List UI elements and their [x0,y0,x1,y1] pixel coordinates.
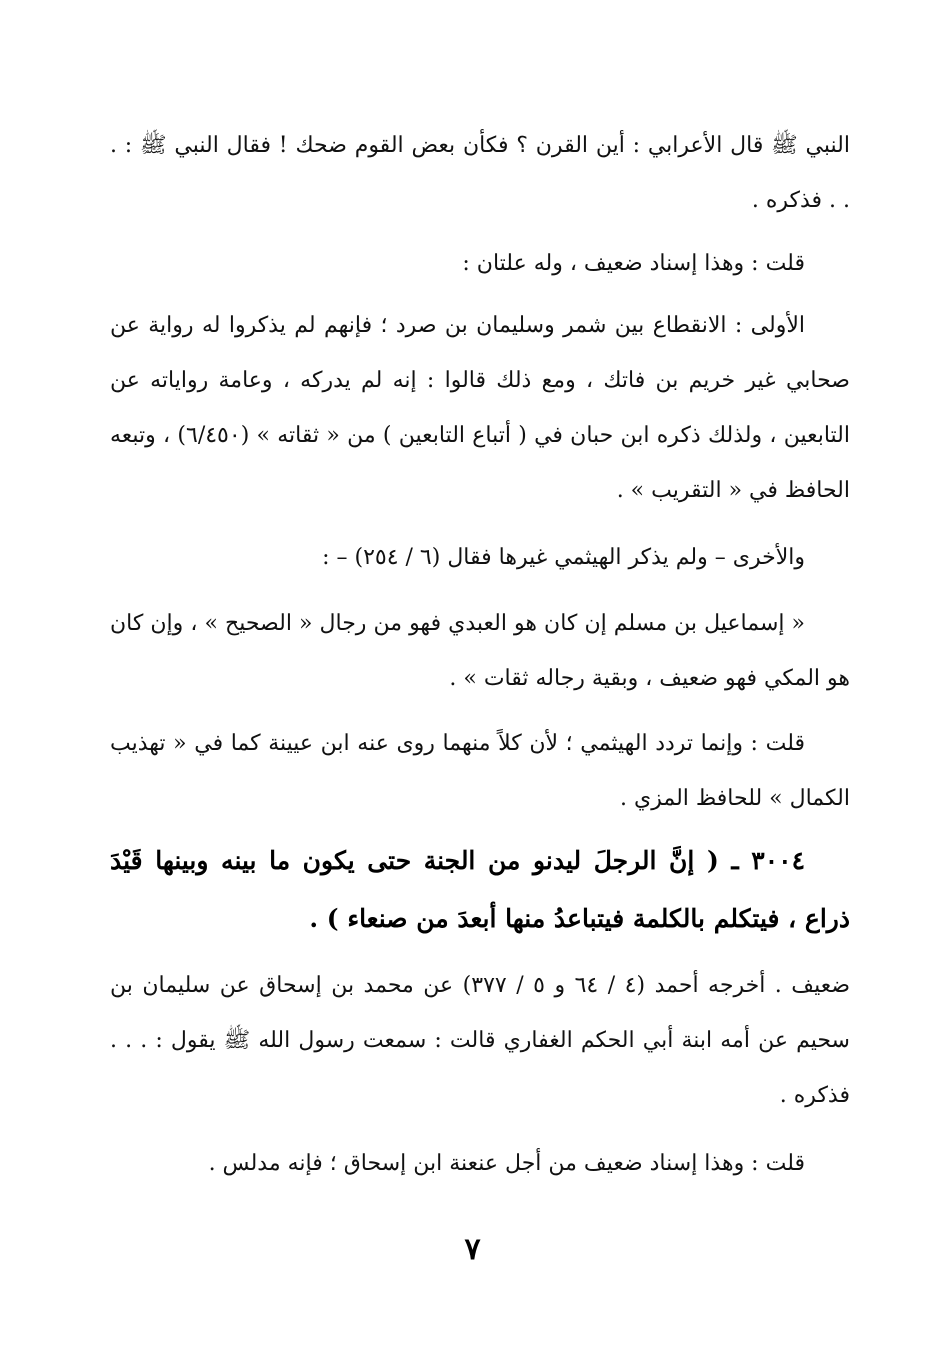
hadith-text: ٣٠٠٤ ـ ( إنَّ الرجلَ ليدنو من الجنة حتى يكون ما بينه وبينها قَيْدَ ذراع ، فيتكلم بالكلمة فيتباعدُ منها أبعدَ من صنعاء ) . [110,846,850,933]
paragraph-text: قلت : وإنما تردد الهيثمي ؛ لأن كلاً منهما روى عنه ابن عيينة كما في « تهذيب الكمال » للحافظ المزي . [110,731,850,811]
paragraph-text: والأخرى – ولم يذكر الهيثمي غيرها فقال (٦ / ٢٥٤) – : [322,545,805,570]
paragraph-note-two-defects [110,236,850,291]
paragraph-text: قلت : وهذا إسناد ضعيف من أجل عنعنة ابن إسحاق ؛ فإنه مدلس . [208,1151,805,1176]
paragraph-quotation [110,596,850,706]
paragraph-note-hesitation [110,716,850,826]
paragraph-final-note [110,1136,850,1191]
paragraph-text: قلت : وهذا إسناد ضعيف ، وله علتان : [462,251,805,276]
paragraph-first-defect [110,298,850,518]
paragraph-text: النبي ﷺ قال الأعرابي : أين القرن ؟ فكأن بعض القوم ضحك ! فقال النبي ﷺ : . . . فذكره . [110,133,850,213]
hadith-heading [110,832,850,948]
paragraph-continuation [110,118,850,228]
paragraph-takhrij [110,958,850,1123]
paragraph-second-defect [110,530,850,585]
paragraph-text: ضعيف . أخرجه أحمد (٤ / ٦٤ و ٥ / ٣٧٧) عن محمد بن إسحاق عن سليمان بن سحيم عن أمه ابنة أبي الحكم الغفاري قالت : سمعت رسول الله ﷺ يقول : . . . فذكره . [110,973,851,1108]
paragraph-text: الأولى : الانقطاع بين شمر وسليمان بن صرد ؛ فإنهم لم يذكروا له رواية عن صحابي غير خريم بن فاتك ، ومع ذلك قالوا : إنه لم يدركه ، وعامة رواياته عن التابعين ، ولذلك ذكره ابن حبان في ( أتباع التابعين ) من « ثقاته » (٦/٤٥٠) ، وتبعه الحافظ في « التقريب » . [110,313,850,503]
paragraph-text: « إسماعيل بن مسلم إن كان هو العبدي فهو من رجال « الصحيح » ، وإن كان هو المكي فهو ضعيف ، وبقية رجاله ثقات » . [110,611,850,691]
page-number: ٧ [464,1232,481,1267]
